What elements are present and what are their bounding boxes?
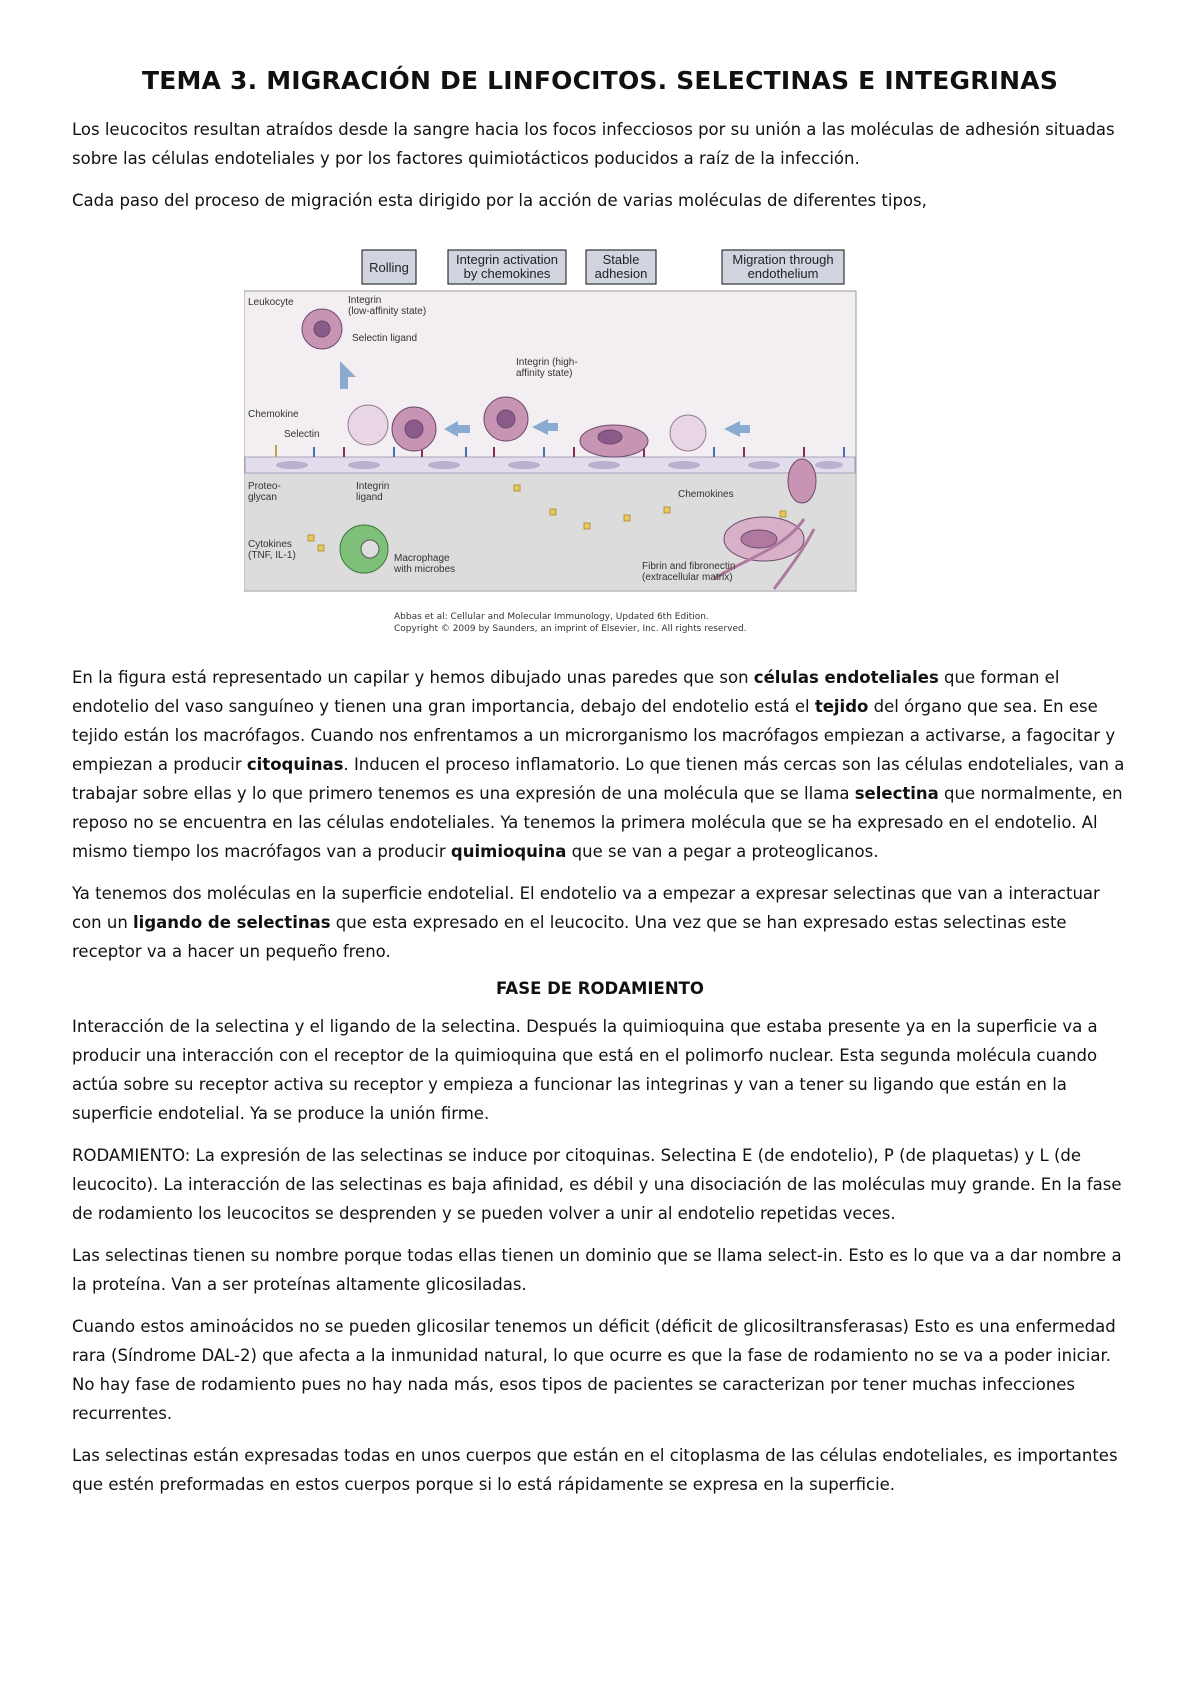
paragraph-rodamiento: RODAMIENTO: La expresión de las selectinas se induce por citoquinas. Selectina E (de endotelio), P (de plaquetas) y L (de leucocito). La interacción de las selectinas es baja afinidad, es débil y una disociación de las moléculas muy grande. En la fase de rodamiento los leucocitos se desprenden y se pueden volver a unir al endotelio repetidas veces. bbox=[72, 1146, 1122, 1223]
svg-text:Integrin: Integrin bbox=[356, 481, 390, 492]
figure-caption bbox=[394, 611, 924, 635]
section-heading-rodamiento: FASE DE RODAMIENTO bbox=[496, 979, 704, 998]
svg-text:affinity state): affinity state) bbox=[516, 368, 573, 379]
paragraph-preformed: Las selectinas están expresadas todas en unos cuerpos que están en el citoplasma de las células endoteliales, es importantes que estén preformadas en estos cuerpos porque si lo está rápidamente se expresa en la superficie. bbox=[72, 1446, 1118, 1494]
svg-text:Selectin: Selectin bbox=[284, 429, 320, 440]
header-migration-2: endothelium bbox=[747, 266, 819, 281]
document-page bbox=[72, 66, 1128, 1512]
svg-text:(extracellular matrix): (extracellular matrix) bbox=[642, 572, 733, 583]
paragraph-dal2: Cuando estos aminoácidos no se pueden glicosilar tenemos un déficit (déficit de glicosiltransferasas) Esto es una enfermedad rara (Síndrome DAL-2) que afecta a la inmunidad natural, lo que ocurre es que la fase de rodamiento no se va a poder iniciar. No hay fase de rodamiento pues no hay nada más, esos tipos de pacientes se caracterizan por tener muchas infecciones recurrentes. bbox=[72, 1317, 1116, 1423]
svg-text:(TNF, IL-1): (TNF, IL-1) bbox=[248, 550, 296, 561]
document-title: TEMA 3. MIGRACIÓN DE LINFOCITOS. SELECTINAS E INTEGRINAS bbox=[141, 66, 1059, 95]
migration-figure bbox=[244, 249, 924, 635]
paragraph-figure-explanation: En la figura está representado un capilar y hemos dibujado unas paredes que son células endoteliales que forman el endotelio del vaso sanguíneo y tienen una gran importancia, debajo del endotelio está el tejido del órgano que sea. En ese tejido están los macrófagos. Cuando nos enfrentamos a un microrganismo los macrófagos empiezan a activarse, a fagocitar y empiezan a producir citoquinas. Inducen el proceso inflamatorio. Lo que tienen más cercas son las células endoteliales, van a trabajar sobre ellas y lo que primero tenemos es una expresión de una molécula que se llama selectina que normalmente, en reposo no se encuentra en las células endoteliales. Ya tenemos la primera molécula que se ha expresado en el endotelio. Al mismo tiempo los macrófagos van a producir quimioquina que se van a pegar a proteoglicanos. bbox=[72, 668, 1125, 861]
paragraph-select-in: Las selectinas tienen su nombre porque todas ellas tienen un dominio que se llama select-in. Esto es lo que va a dar nombre a la proteína. Van a ser proteínas altamente glicosiladas. bbox=[72, 1246, 1122, 1294]
svg-text:Chemokine: Chemokine bbox=[248, 409, 299, 420]
svg-text:Leukocyte: Leukocyte bbox=[248, 297, 294, 308]
paragraph-intro: Los leucocitos resultan atraídos desde la sangre hacia los focos infecciosos por su unión a las moléculas de adhesión situadas sobre las células endoteliales y por los factores quimiotácticos poducidos a raíz de la infección. bbox=[72, 120, 1115, 168]
stage-headers bbox=[362, 250, 844, 284]
figure-caption-line-1: Abbas et al: Cellular and Molecular Immunology, Updated 6th Edition. bbox=[394, 612, 709, 622]
header-stable-2: adhesion bbox=[594, 266, 648, 281]
svg-text:ligand: ligand bbox=[356, 492, 383, 503]
header-integrin-activation-1: Integrin activation bbox=[456, 252, 558, 267]
header-integrin-activation-2: by chemokines bbox=[463, 266, 551, 281]
svg-text:Integrin: Integrin bbox=[348, 295, 382, 306]
svg-text:Chemokines: Chemokines bbox=[678, 489, 734, 500]
svg-text:glycan: glycan bbox=[248, 492, 277, 503]
svg-text:Fibrin and fibronectin: Fibrin and fibronectin bbox=[642, 561, 736, 572]
svg-text:Macrophage: Macrophage bbox=[394, 553, 450, 564]
paragraph-interaction: Interacción de la selectina y el ligando de la selectina. Después la quimioquina que estaba presente ya en la superficie va a producir una interacción con el receptor de la quimioquina que está en el polimorfo nuclear. Esta segunda molécula cuando actúa sobre su receptor activa su receptor y empieza a funcionar las integrinas y van a tener su ligando que están en la superficie endotelial. Ya se produce la unión firme. bbox=[72, 1017, 1098, 1123]
header-stable-1: Stable bbox=[602, 252, 640, 267]
figure-caption-line-2: Copyright © 2009 by Saunders, an imprint of Elsevier, Inc. All rights reserved. bbox=[394, 624, 747, 634]
macrophage-cell bbox=[340, 525, 388, 573]
svg-text:with microbes: with microbes bbox=[394, 564, 456, 575]
header-migration-1: Migration through bbox=[732, 252, 834, 267]
svg-text:Integrin (high-: Integrin (high- bbox=[516, 357, 578, 368]
paragraph-two-molecules: Ya tenemos dos moléculas en la superficie endotelial. El endotelio va a empezar a expresar selectinas que van a interactuar con un ligando de selectinas que esta expresado en el leucocito. Una vez que se han expresado estas selectinas este receptor va a hacer un pequeño freno. bbox=[72, 884, 1100, 961]
svg-text:(low-affinity state): (low-affinity state) bbox=[348, 306, 427, 317]
svg-text:Selectin ligand: Selectin ligand bbox=[352, 333, 418, 344]
figure-illustration bbox=[244, 249, 884, 609]
header-rolling: Rolling bbox=[369, 260, 409, 275]
paragraph-steps: Cada paso del proceso de migración esta dirigido por la acción de varias moléculas de diferentes tipos, bbox=[72, 191, 927, 210]
svg-text:Cytokines: Cytokines bbox=[248, 539, 292, 550]
svg-text:Proteo-: Proteo- bbox=[248, 481, 281, 492]
